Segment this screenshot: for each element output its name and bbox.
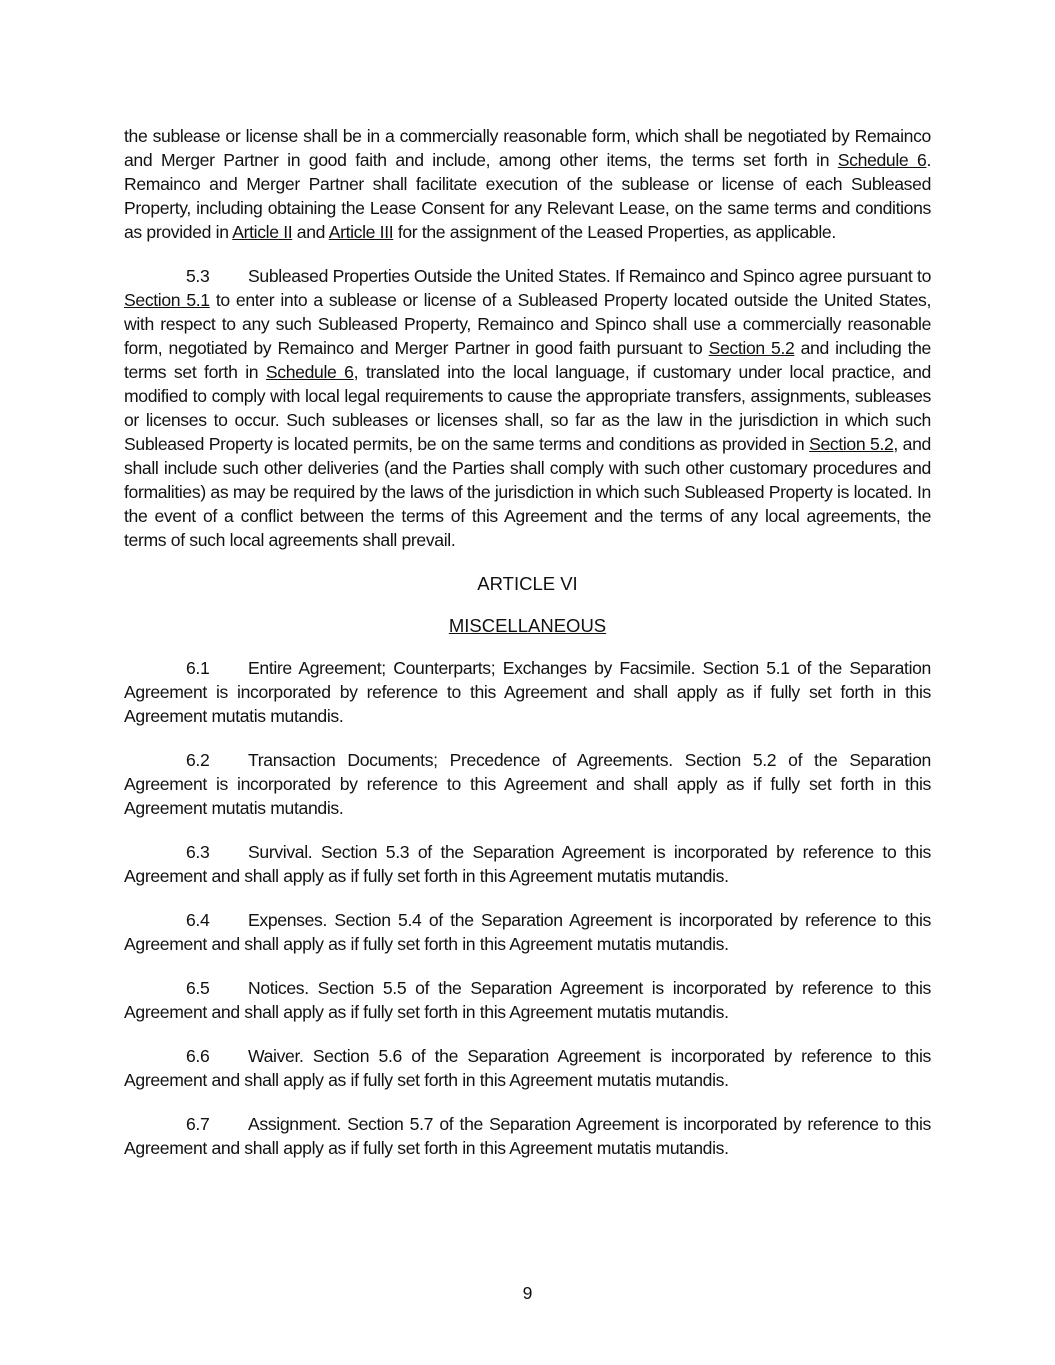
text-run: and bbox=[292, 222, 329, 242]
section-6-6 bbox=[124, 1044, 931, 1092]
cross-reference-schedule-6: Schedule 6 bbox=[837, 150, 927, 170]
section-title: Entire Agreement; Counterparts; Exchanges by Facsimile. bbox=[248, 658, 696, 678]
section-title: Survival. bbox=[248, 842, 313, 862]
section-title: Waiver. bbox=[248, 1046, 304, 1066]
section-6-4 bbox=[124, 908, 931, 956]
section-title: Assignment. bbox=[248, 1114, 341, 1134]
section-number: 6.4 bbox=[186, 910, 210, 930]
cross-reference-schedule-6: Schedule 6 bbox=[265, 362, 354, 382]
cross-reference-section-5-1: Section 5.1 bbox=[124, 290, 210, 310]
section-number: 5.3 bbox=[186, 266, 210, 286]
cross-reference-article-iii: Article III bbox=[328, 222, 394, 242]
miscellaneous-heading-text: MISCELLANEOUS bbox=[448, 615, 607, 636]
section-number: 6.2 bbox=[186, 750, 210, 770]
text-run: for the assignment of the Leased Properties, as applicable. bbox=[393, 222, 836, 242]
paragraph-5-2-continuation bbox=[124, 124, 931, 244]
section-body: Section 5.2 of the Separation Agreement is incorporated by reference to this Agreement and shall apply as if fully set forth in this Agreement mutatis mutandis. bbox=[124, 750, 931, 818]
article-heading: ARTICLE VI bbox=[477, 573, 578, 594]
cross-reference-article-ii: Article II bbox=[232, 222, 293, 242]
cross-reference-section-5-2: Section 5.2 bbox=[708, 338, 795, 358]
cross-reference-section-5-2: Section 5.2 bbox=[809, 434, 894, 454]
section-6-2 bbox=[124, 748, 931, 820]
section-body: Section 5.5 of the Separation Agreement is incorporated by reference to this Agreement and shall apply as if fully set forth in this Agreement mutatis mutandis. bbox=[124, 978, 931, 1022]
section-body: Section 5.3 of the Separation Agreement is incorporated by reference to this Agreement and shall apply as if fully set forth in this Agreement mutatis mutandis. bbox=[124, 842, 931, 886]
section-body: Section 5.7 of the Separation Agreement is incorporated by reference to this Agreement and shall apply as if fully set forth in this Agreement mutatis mutandis. bbox=[124, 1114, 931, 1158]
miscellaneous-heading bbox=[124, 614, 931, 638]
text-run: the sublease or license shall be in a commercially reasonable form, which shall be negotiated by Remainco and Merger Partner in good faith and include, among other items, the terms set forth in bbox=[124, 126, 931, 170]
section-number: 6.7 bbox=[186, 1114, 210, 1134]
section-body: Section 5.1 of the Separation Agreement is incorporated by reference to this Agreement and shall apply as if fully set forth in this Agreement mutatis mutandis. bbox=[124, 658, 931, 726]
section-6-3 bbox=[124, 840, 931, 888]
section-6-5 bbox=[124, 976, 931, 1024]
section-title: Subleased Properties Outside the United States. bbox=[248, 266, 611, 286]
section-body: Section 5.6 of the Separation Agreement is incorporated by reference to this Agreement and shall apply as if fully set forth in this Agreement mutatis mutandis. bbox=[124, 1046, 931, 1090]
section-title: Expenses. bbox=[248, 910, 328, 930]
section-title: Transaction Documents; Precedence of Agreements. bbox=[248, 750, 673, 770]
section-number: 6.6 bbox=[186, 1046, 210, 1066]
section-body: Section 5.4 of the Separation Agreement is incorporated by reference to this Agreement and shall apply as if fully set forth in this Agreement mutatis mutandis. bbox=[124, 910, 931, 954]
text-run: If Remainco and Spinco agree pursuant to bbox=[610, 266, 932, 286]
document-page bbox=[124, 124, 931, 1180]
section-number: 6.5 bbox=[186, 978, 210, 998]
section-5-3 bbox=[124, 264, 931, 552]
section-number: 6.3 bbox=[186, 842, 210, 862]
text-run: and including the terms set forth in bbox=[124, 338, 931, 382]
section-6-7 bbox=[124, 1112, 931, 1160]
section-6-1 bbox=[124, 656, 931, 728]
page-number: 9 bbox=[522, 1283, 533, 1303]
text-run: , translated into the local language, if customary under local practice, and modified to comply with local legal requirements to cause the appropriate transfers, assignments, subleases or licenses to occur. Such subleases or licenses shall, so far as the law in the jurisdiction in which such Subleased Property is located permits, be on the same terms and conditions as provided in bbox=[124, 362, 931, 454]
section-number: 6.1 bbox=[186, 658, 210, 678]
text-run: to enter into a sublease or license of a Subleased Property located outside the United States, with respect to any such Subleased Property, Remainco and Spinco shall use a commercially reasonable form, negotiated by Remainco and Merger Partner in good faith pursuant to bbox=[124, 290, 931, 358]
section-title: Notices. bbox=[248, 978, 309, 998]
text-run: , and shall include such other deliveries (and the Parties shall comply with such other customary procedures and formalities) as may be required by the laws of the jurisdiction in which such Subleased Property is located. In the event of a conflict between the terms of this Agreement and the terms of any local agreements, the terms of such local agreements shall prevail. bbox=[124, 434, 931, 550]
text-run: . Remainco and Merger Partner shall facilitate execution of the sublease or license of each Subleased Property, including obtaining the Lease Consent for any Relevant Lease, on the same terms and conditions as provided in bbox=[124, 150, 931, 242]
